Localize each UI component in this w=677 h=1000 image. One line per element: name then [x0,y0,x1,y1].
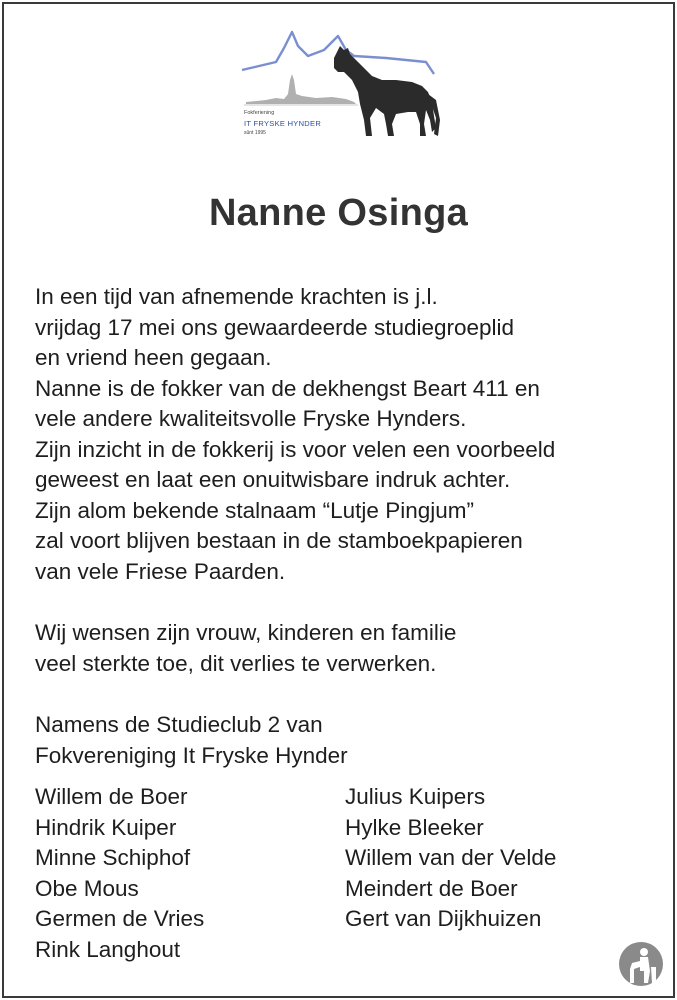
body-line: Zijn alom bekende stalnaam “Lutje Pingjum” [35,497,474,523]
member-name: Julius Kuipers [345,784,486,809]
member-name: Hylke Bleeker [345,814,484,840]
body-line: vele andere kwaliteitsvolle Fryske Hynders. [35,406,467,431]
body-line: Zijn inzicht in de fokkerij is voor velen een voorbeeld [35,436,556,462]
member-name: Willem van der Velde [345,845,557,870]
condolence-line: veel sterkte toe, dit verlies te verwerken. [35,650,437,676]
body-line: Nanne is de fokker van de dekhengst Beart 411 en [35,375,540,401]
member-name: Germen de Vries [35,906,205,931]
logo-caption-since: sûnt 1995 [244,130,266,136]
body-line: vrijdag 17 mei ons gewaardeerde studiegroeplid [35,314,515,340]
member-name: Rink Langhout [35,936,181,962]
member-name: Willem de Boer [35,784,188,809]
memorial-badge-icon [618,941,664,987]
body-line: zal voort blijven bestaan in de stamboekpapieren [35,528,523,553]
names-column-right [345,782,556,935]
member-name: Obe Mous [35,875,139,901]
condolence-line: Wij wensen zijn vrouw, kinderen en familie [35,620,457,645]
signatory-line: Namens de Studieclub 2 van [35,712,323,737]
body-line: In een tijd van afnemende krachten is j.l. [35,284,438,309]
body-line: van vele Friese Paarden. [35,558,286,584]
member-name: Gert van Dijkhuizen [345,906,542,931]
body-line: en vriend heen gegaan. [35,345,272,370]
friesian-horse-logo-icon [236,28,442,146]
member-name: Meindert de Boer [345,875,518,901]
deceased-name-title: Nanne Osinga [208,192,469,234]
member-name: Hindrik Kuiper [35,814,177,840]
body-line: geweest en laat een onuitwisbare indruk achter. [35,467,511,492]
paragraph-gap [35,679,660,710]
signatory-line: Fokvereniging It Fryske Hynder [35,742,348,768]
association-logo [236,28,442,146]
paragraph-gap [35,587,660,618]
logo-caption-name: IT FRYSKE HYNDER [244,119,322,128]
member-name: Minne Schiphof [35,845,191,870]
names-column-left [35,782,204,965]
announcement-body [35,282,660,771]
logo-caption-small: Fokferiening [244,110,275,116]
